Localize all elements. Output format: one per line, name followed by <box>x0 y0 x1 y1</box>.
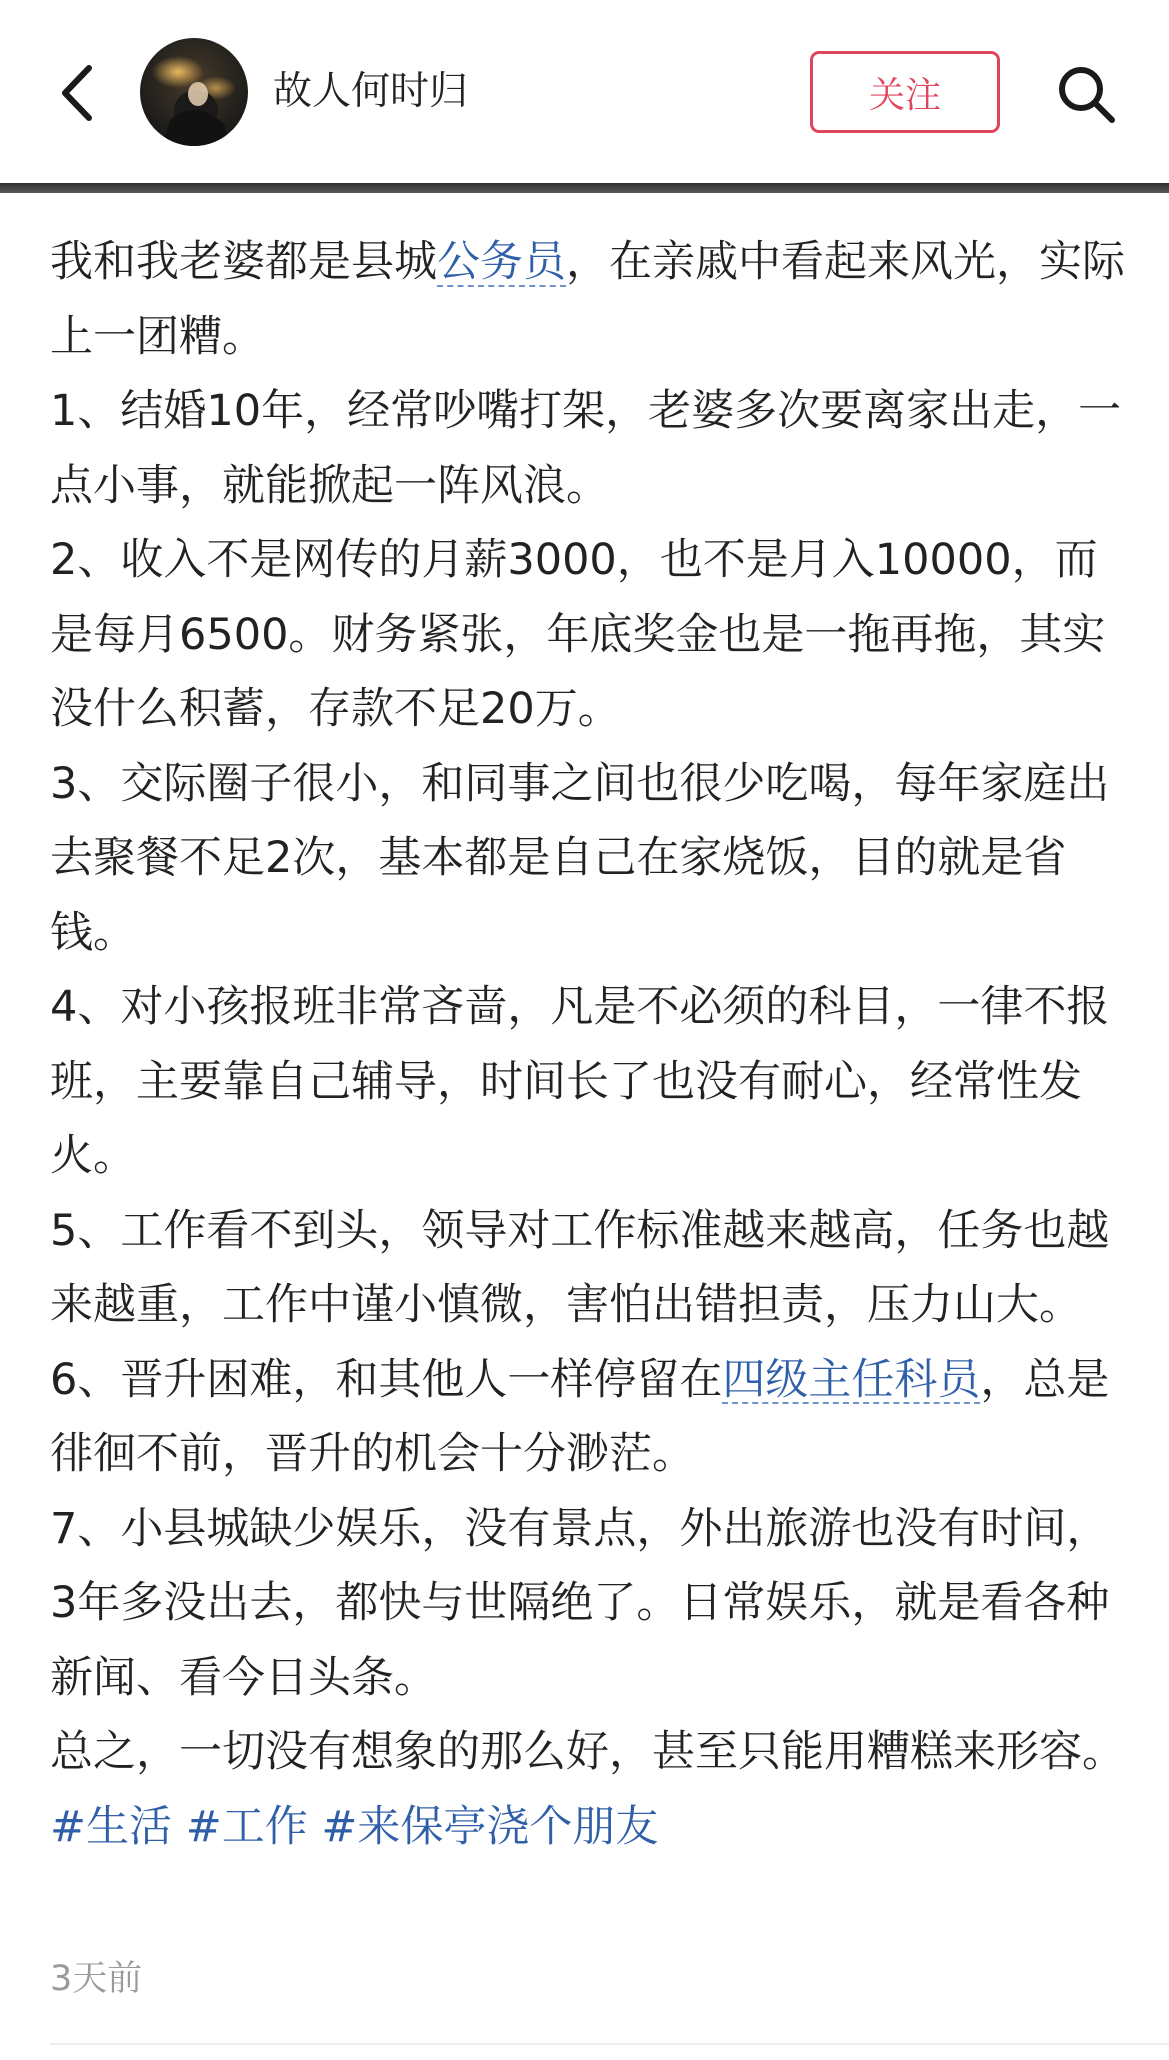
paragraph-6-text-rest: ，总是徘徊不前，晋升的机会十分渺茫。 <box>50 1354 1110 1479</box>
post-timestamp: 3天前 <box>50 1959 143 1999</box>
bottom-divider <box>50 2043 1169 2045</box>
top-bar <box>0 0 1169 183</box>
intro-text: 我和我老婆都是县城 <box>50 237 437 287</box>
avatar-image <box>140 38 248 146</box>
back-arrow-icon <box>59 64 95 122</box>
author-name[interactable]: 故人何时归 <box>273 69 469 114</box>
keyword-link-rank[interactable]: 四级主任科员 <box>722 1354 981 1405</box>
post-paragraph-intro <box>50 225 1130 374</box>
hashtag-life[interactable]: #生活 <box>50 1801 173 1852</box>
post-paragraph-7: 7、小县城缺少娱乐，没有景点，外出旅游也没有时间，3年多没出去，都快与世隔绝了。日常娱乐，就是看各种新闻、看今日头条。 <box>50 1503 1110 1703</box>
keyword-link-civil-servant[interactable]: 公务员 <box>437 237 566 287</box>
hashtag-baoting[interactable]: #来保亭浇个朋友 <box>321 1801 659 1852</box>
intro-text-rest: ，在亲戚中看起来风光，实际上一团糟。 <box>50 237 1125 362</box>
post-paragraph-6 <box>50 1343 1130 1492</box>
paragraph-6-text: 6、晋升困难，和其他人一样停留在 <box>50 1354 723 1405</box>
header-divider <box>0 183 1169 193</box>
avatar[interactable] <box>140 38 248 146</box>
hashtag-work[interactable]: #工作 <box>185 1801 308 1852</box>
back-button[interactable] <box>52 58 102 128</box>
follow-button[interactable]: 关注 <box>810 51 1000 133</box>
search-button[interactable] <box>1052 60 1122 130</box>
search-icon <box>1056 64 1118 126</box>
post-paragraph-1: 1、结婚10年，经常吵嘴打架，老婆多次要离家出走，一点小事，就能掀起一阵风浪。 <box>50 386 1122 511</box>
post-paragraph-3: 3、交际圈子很小，和同事之间也很少吃喝，每年家庭出去聚餐不足2次，基本都是自己在家烧饭，目的就是省钱。 <box>50 758 1110 958</box>
post-paragraph-2: 2、收入不是网传的月薪3000，也不是月入10000，而是每月6500。财务紧张，年底奖金也是一拖再拖，其实没什么积蓄，存款不足20万。 <box>50 535 1106 734</box>
conclusion-text: 总之，一切没有想象的那么好，甚至只能用糟糕来形容。 <box>50 1727 1125 1777</box>
post-paragraph-5: 5、工作看不到头，领导对工作标准越来越高，任务也越来越重，工作中谨小慎微，害怕出错担责，压力山大。 <box>50 1205 1110 1330</box>
post-paragraph-conclusion <box>50 1715 1130 1864</box>
post-paragraph-4: 4、对小孩报班非常吝啬，凡是不必须的科目，一律不报班，主要靠自己辅导，时间长了也没有耐心，经常性发火。 <box>50 982 1110 1181</box>
post-body <box>50 225 1130 1864</box>
